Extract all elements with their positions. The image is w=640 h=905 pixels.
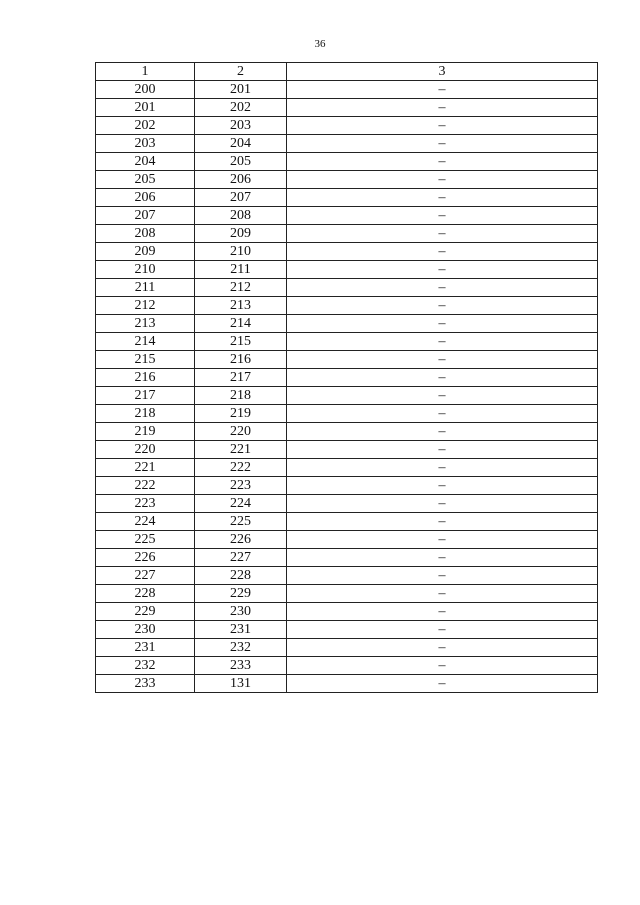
table-cell-col2: 219 [195,405,287,423]
table-row [96,261,598,279]
table-cell-col3: – [287,153,598,171]
table-body [96,81,598,693]
table-cell-col3: – [287,459,598,477]
table-cell-col1: 218 [96,405,195,423]
table-cell-col3: – [287,171,598,189]
table-row [96,189,598,207]
table-cell-col2: 218 [195,387,287,405]
table-cell-col1: 225 [96,531,195,549]
table-cell-col3: – [287,441,598,459]
table-cell-col3: – [287,603,598,621]
table-cell-col1: 224 [96,513,195,531]
table-cell-col2: 205 [195,153,287,171]
table-header-row [96,63,598,81]
table-cell-col1: 213 [96,315,195,333]
table-cell-col1: 211 [96,279,195,297]
table-cell-col2: 232 [195,639,287,657]
table-cell-col3: – [287,585,598,603]
table-cell-col2: 202 [195,99,287,117]
table-row [96,657,598,675]
table-cell-col1: 216 [96,369,195,387]
table-cell-col1: 203 [96,135,195,153]
table-row [96,405,598,423]
table-row [96,675,598,693]
table-row [96,549,598,567]
table-row [96,639,598,657]
table-cell-col3: – [287,549,598,567]
table-cell-col2: 214 [195,315,287,333]
table-cell-col2: 222 [195,459,287,477]
table-cell-col1: 206 [96,189,195,207]
table-cell-col2: 207 [195,189,287,207]
table-cell-col1: 227 [96,567,195,585]
table-cell-col2: 230 [195,603,287,621]
table-row [96,171,598,189]
table-cell-col3: – [287,261,598,279]
table-cell-col3: – [287,81,598,99]
table-cell-col3: – [287,297,598,315]
table-row [96,603,598,621]
table-cell-col2: 211 [195,261,287,279]
table-row [96,315,598,333]
table-cell-col3: – [287,135,598,153]
table-row [96,423,598,441]
table-row [96,297,598,315]
table-cell-col3: – [287,315,598,333]
table-cell-col3: – [287,351,598,369]
table-row [96,387,598,405]
table-cell-col2: 224 [195,495,287,513]
table-cell-col1: 207 [96,207,195,225]
table-cell-col3: – [287,207,598,225]
table-cell-col1: 228 [96,585,195,603]
table-cell-col1: 202 [96,117,195,135]
table-cell-col1: 217 [96,387,195,405]
table-row [96,513,598,531]
table-cell-col1: 231 [96,639,195,657]
table-cell-col2: 226 [195,531,287,549]
table-cell-col1: 220 [96,441,195,459]
table-row [96,135,598,153]
column-header-3: 3 [287,63,598,81]
table-cell-col1: 210 [96,261,195,279]
table-cell-col1: 223 [96,495,195,513]
table-row [96,225,598,243]
table-cell-col1: 209 [96,243,195,261]
table-cell-col1: 222 [96,477,195,495]
table-row [96,567,598,585]
table-cell-col2: 217 [195,369,287,387]
table-cell-col2: 225 [195,513,287,531]
table-cell-col3: – [287,639,598,657]
table-cell-col1: 232 [96,657,195,675]
table-cell-col1: 200 [96,81,195,99]
table-cell-col3: – [287,117,598,135]
table-cell-col2: 233 [195,657,287,675]
table-row [96,117,598,135]
table-row [96,351,598,369]
table-row [96,441,598,459]
table-cell-col2: 220 [195,423,287,441]
table-cell-col3: – [287,99,598,117]
table-row [96,99,598,117]
table-cell-col3: – [287,189,598,207]
table-cell-col2: 227 [195,549,287,567]
table-row [96,477,598,495]
table-cell-col2: 131 [195,675,287,693]
table-row [96,369,598,387]
table-cell-col1: 201 [96,99,195,117]
table-cell-col3: – [287,531,598,549]
table-row [96,621,598,639]
table-row [96,531,598,549]
column-header-2: 2 [195,63,287,81]
table-cell-col1: 230 [96,621,195,639]
table-cell-col2: 228 [195,567,287,585]
table-cell-col2: 216 [195,351,287,369]
table-cell-col1: 204 [96,153,195,171]
table-cell-col3: – [287,405,598,423]
table-cell-col2: 209 [195,225,287,243]
table-cell-col3: – [287,657,598,675]
table-cell-col3: – [287,333,598,351]
table-cell-col2: 212 [195,279,287,297]
table-cell-col1: 233 [96,675,195,693]
table-cell-col3: – [287,279,598,297]
table-cell-col2: 221 [195,441,287,459]
table-row [96,459,598,477]
table-row [96,585,598,603]
table-row [96,81,598,99]
table-cell-col2: 206 [195,171,287,189]
table-cell-col3: – [287,621,598,639]
table-cell-col2: 229 [195,585,287,603]
table-row [96,495,598,513]
table-cell-col3: – [287,477,598,495]
table-cell-col3: – [287,513,598,531]
table-cell-col2: 215 [195,333,287,351]
table-cell-col3: – [287,369,598,387]
table-cell-col3: – [287,495,598,513]
table-cell-col1: 229 [96,603,195,621]
page-number: 36 [314,38,326,50]
table-cell-col3: – [287,567,598,585]
table-cell-col3: – [287,423,598,441]
data-table [95,62,598,693]
table-cell-col1: 212 [96,297,195,315]
table-row [96,279,598,297]
table-cell-col1: 226 [96,549,195,567]
table-cell-col2: 210 [195,243,287,261]
table-cell-col3: – [287,675,598,693]
table-cell-col3: – [287,225,598,243]
table-row [96,207,598,225]
table-cell-col2: 231 [195,621,287,639]
table-cell-col2: 203 [195,117,287,135]
table-cell-col3: – [287,243,598,261]
table-cell-col1: 214 [96,333,195,351]
table-row [96,333,598,351]
table-cell-col1: 208 [96,225,195,243]
table-cell-col2: 223 [195,477,287,495]
table-cell-col2: 208 [195,207,287,225]
table-cell-col1: 221 [96,459,195,477]
table-cell-col1: 219 [96,423,195,441]
table-cell-col3: – [287,387,598,405]
table-cell-col2: 201 [195,81,287,99]
table-cell-col2: 213 [195,297,287,315]
table-row [96,153,598,171]
table-cell-col1: 205 [96,171,195,189]
table-cell-col2: 204 [195,135,287,153]
column-header-1: 1 [96,63,195,81]
table-row [96,243,598,261]
table-cell-col1: 215 [96,351,195,369]
